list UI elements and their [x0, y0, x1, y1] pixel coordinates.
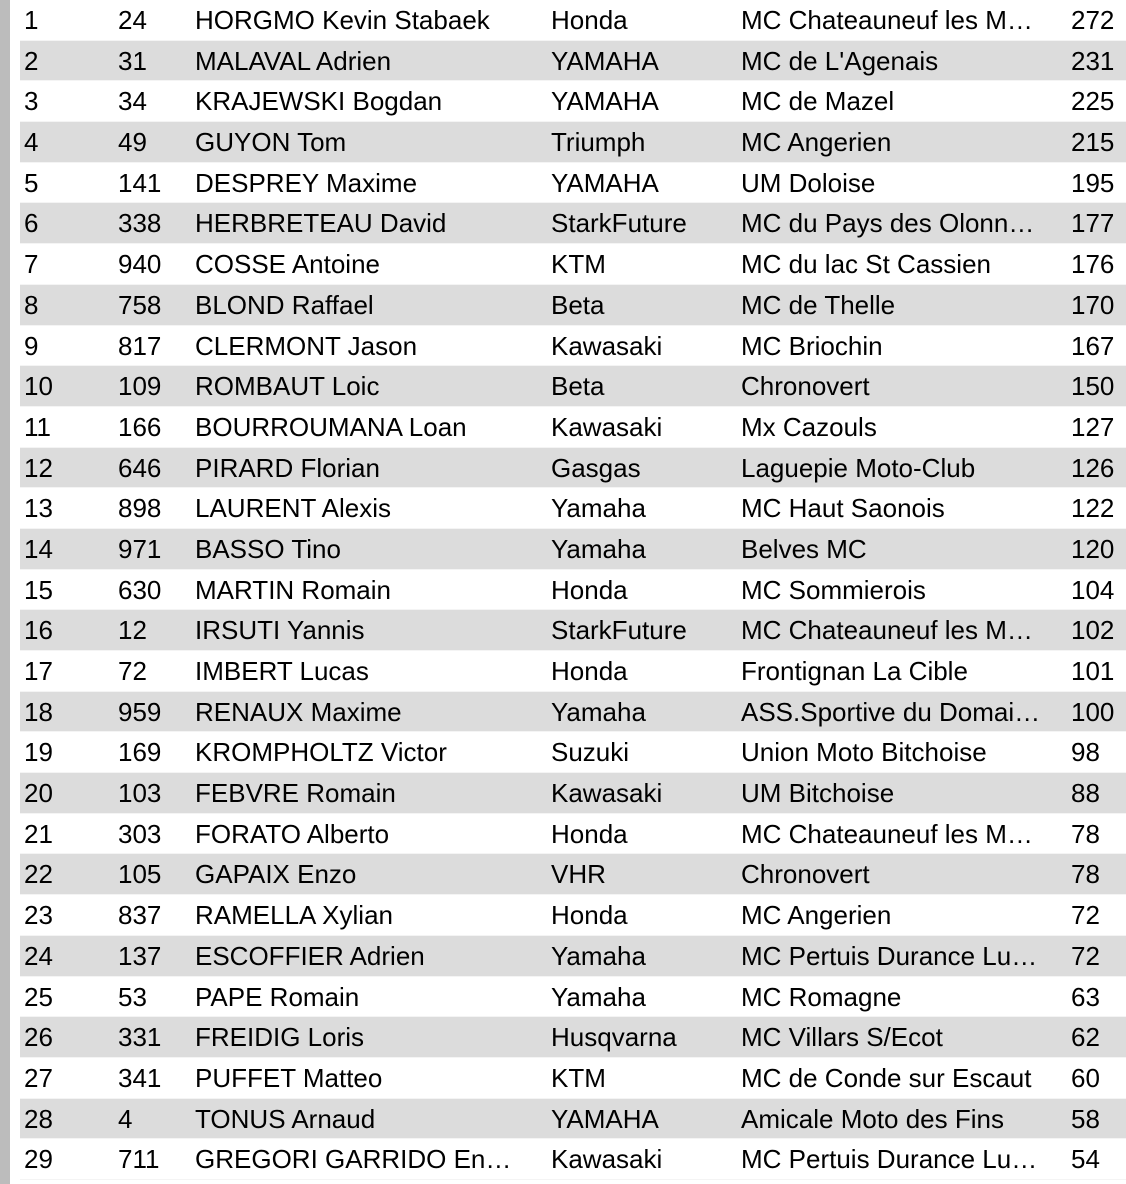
club-cell: MC Chateauneuf les M…: [741, 615, 1033, 646]
motorcycle-make-cell: Kawasaki: [551, 1144, 663, 1175]
table-row: [20, 895, 1126, 936]
motorcycle-make-cell: Triumph: [551, 127, 646, 158]
motorcycle-make-cell: Kawasaki: [551, 330, 663, 361]
points-cell: 104: [1071, 574, 1115, 605]
rider-number-cell: 817: [118, 330, 162, 361]
rider-name-cell: BASSO Tino: [195, 533, 341, 564]
motorcycle-make-cell: StarkFuture: [551, 208, 687, 239]
rider-name-cell: PUFFET Matteo: [195, 1062, 383, 1093]
table-row: [20, 366, 1126, 407]
points-cell: 150: [1071, 371, 1115, 402]
rider-name-cell: TONUS Arnaud: [195, 1103, 376, 1134]
table-row: [20, 1058, 1126, 1099]
rank-cell: 29: [24, 1144, 53, 1175]
motorcycle-make-cell: Kawasaki: [551, 778, 663, 809]
rank-cell: 9: [24, 330, 39, 361]
rank-cell: 1: [24, 5, 39, 35]
rider-name-cell: FEBVRE Romain: [195, 778, 396, 809]
rider-number-cell: 338: [118, 208, 162, 239]
points-cell: 54: [1071, 1144, 1100, 1175]
club-cell: MC Romagne: [741, 981, 902, 1012]
rider-number-cell: 940: [118, 249, 162, 280]
table-row: [20, 81, 1126, 122]
rider-number-cell: 898: [118, 493, 162, 524]
rider-name-cell: FORATO Alberto: [195, 818, 390, 849]
club-cell: MC Pertuis Durance Lu…: [741, 1144, 1038, 1175]
club-cell: Frontignan La Cible: [741, 656, 968, 686]
rider-name-cell: MARTIN Romain: [195, 574, 392, 605]
rider-number-cell: 34: [118, 86, 147, 117]
rider-name-cell: KROMPHOLTZ Victor: [195, 737, 447, 768]
points-cell: 102: [1071, 615, 1115, 646]
motorcycle-make-cell: Gasgas: [551, 452, 641, 483]
rank-cell: 12: [24, 452, 53, 483]
club-cell: MC Haut Saonois: [741, 493, 945, 524]
points-cell: 60: [1071, 1062, 1100, 1093]
rank-cell: 20: [24, 778, 53, 809]
table-row: [20, 529, 1126, 570]
table-row: [20, 936, 1126, 977]
rank-cell: 13: [24, 493, 53, 524]
table-row: [20, 1017, 1126, 1058]
rider-name-cell: PAPE Romain: [195, 981, 360, 1012]
table-row: [20, 285, 1126, 326]
table-row: [20, 244, 1126, 285]
points-cell: 177: [1071, 208, 1115, 239]
rider-name-cell: LAURENT Alexis: [195, 493, 392, 524]
rider-number-cell: 630: [118, 574, 162, 605]
club-cell: Chronovert: [741, 859, 870, 890]
points-cell: 101: [1071, 656, 1115, 686]
rider-number-cell: 331: [118, 1022, 162, 1053]
rank-cell: 10: [24, 371, 53, 402]
club-cell: MC Chateauneuf les M…: [741, 5, 1033, 35]
points-cell: 195: [1071, 167, 1115, 198]
rider-number-cell: 12: [118, 615, 147, 646]
motorcycle-make-cell: VHR: [551, 859, 606, 890]
rank-cell: 27: [24, 1062, 53, 1093]
rider-number-cell: 169: [118, 737, 162, 768]
club-cell: Laguepie Moto-Club: [741, 452, 976, 483]
points-cell: 215: [1071, 127, 1115, 158]
table-row: [20, 1139, 1126, 1180]
rider-name-cell: GAPAIX Enzo: [195, 859, 357, 890]
motorcycle-make-cell: Suzuki: [551, 737, 630, 768]
rider-number-cell: 303: [118, 818, 162, 849]
rider-number-cell: 72: [118, 656, 147, 686]
table-row: [20, 326, 1126, 367]
rank-cell: 22: [24, 859, 53, 890]
rider-name-cell: COSSE Antoine: [195, 249, 380, 280]
rider-number-cell: 141: [118, 167, 162, 198]
rider-name-cell: HORGMO Kevin Stabaek: [195, 5, 490, 35]
table-row: [20, 854, 1126, 895]
points-cell: 176: [1071, 249, 1115, 280]
points-cell: 126: [1071, 452, 1115, 483]
club-cell: MC Angerien: [741, 127, 892, 158]
club-cell: UM Bitchoise: [741, 778, 895, 809]
motorcycle-make-cell: Beta: [551, 371, 605, 402]
rank-cell: 4: [24, 127, 39, 158]
rider-name-cell: KRAJEWSKI Bogdan: [195, 86, 443, 117]
rank-cell: 15: [24, 574, 53, 605]
rider-number-cell: 341: [118, 1062, 162, 1093]
rider-number-cell: 4: [118, 1103, 133, 1134]
table-row: [20, 41, 1126, 82]
club-cell: MC Angerien: [741, 900, 892, 931]
rider-name-cell: HERBRETEAU David: [195, 208, 447, 239]
club-cell: MC Chateauneuf les M…: [741, 818, 1033, 849]
table-row: [20, 610, 1126, 651]
rider-name-cell: IMBERT Lucas: [195, 656, 369, 686]
club-cell: MC du Pays des Olonn…: [741, 208, 1035, 239]
points-cell: 63: [1071, 981, 1100, 1012]
club-cell: MC Sommierois: [741, 574, 926, 605]
rider-name-cell: RENAUX Maxime: [195, 696, 402, 727]
motorcycle-make-cell: Yamaha: [551, 981, 646, 1012]
rider-number-cell: 646: [118, 452, 162, 483]
rider-number-cell: 49: [118, 127, 147, 158]
points-cell: 78: [1071, 818, 1100, 849]
club-cell: MC de L'Agenais: [741, 45, 939, 76]
table-row: [20, 732, 1126, 773]
points-cell: 167: [1071, 330, 1115, 361]
rider-number-cell: 103: [118, 778, 162, 809]
motorcycle-make-cell: YAMAHA: [551, 167, 659, 198]
rank-cell: 19: [24, 737, 53, 768]
motorcycle-make-cell: Honda: [551, 5, 628, 35]
points-cell: 58: [1071, 1103, 1100, 1134]
club-cell: MC Villars S/Ecot: [741, 1022, 943, 1053]
points-cell: 72: [1071, 940, 1100, 971]
rank-cell: 28: [24, 1103, 53, 1134]
rider-name-cell: IRSUTI Yannis: [195, 615, 365, 646]
motorcycle-make-cell: StarkFuture: [551, 615, 687, 646]
motorcycle-make-cell: Honda: [551, 656, 628, 686]
points-cell: 120: [1071, 533, 1115, 564]
rider-name-cell: MALAVAL Adrien: [195, 45, 392, 76]
points-cell: 78: [1071, 859, 1100, 890]
motorcycle-make-cell: YAMAHA: [551, 45, 659, 76]
table-row: [20, 122, 1126, 163]
table-row: [20, 773, 1126, 814]
rider-number-cell: 109: [118, 371, 162, 402]
standings-table: [20, 0, 1126, 1180]
club-cell: Chronovert: [741, 371, 870, 402]
table-row: [20, 0, 1126, 41]
rider-number-cell: 971: [118, 533, 162, 564]
motorcycle-make-cell: Honda: [551, 574, 628, 605]
points-cell: 127: [1071, 411, 1115, 442]
table-row: [20, 1099, 1126, 1140]
rider-number-cell: 53: [118, 981, 147, 1012]
club-cell: Amicale Moto des Fins: [741, 1103, 1004, 1134]
club-cell: Mx Cazouls: [741, 411, 877, 442]
club-cell: MC de Thelle: [741, 289, 896, 320]
rank-cell: 17: [24, 656, 53, 686]
motorcycle-make-cell: Husqvarna: [551, 1022, 677, 1053]
table-row: [20, 651, 1126, 692]
motorcycle-make-cell: YAMAHA: [551, 86, 659, 117]
points-cell: 170: [1071, 289, 1115, 320]
club-cell: MC de Conde sur Escaut: [741, 1062, 1032, 1093]
rank-cell: 21: [24, 818, 53, 849]
rank-cell: 3: [24, 86, 39, 117]
rider-name-cell: GREGORI GARRIDO En…: [195, 1144, 512, 1175]
rank-cell: 24: [24, 940, 53, 971]
motorcycle-make-cell: Yamaha: [551, 533, 646, 564]
rank-cell: 7: [24, 249, 39, 280]
rank-cell: 23: [24, 900, 53, 931]
motorcycle-make-cell: Yamaha: [551, 940, 646, 971]
rider-name-cell: DESPREY Maxime: [195, 167, 418, 198]
rider-name-cell: FREIDIG Loris: [195, 1022, 365, 1053]
club-cell: ASS.Sportive du Domai…: [741, 696, 1041, 727]
motorcycle-make-cell: Beta: [551, 289, 605, 320]
rider-name-cell: RAMELLA Xylian: [195, 900, 393, 931]
points-cell: 122: [1071, 493, 1115, 524]
motorcycle-make-cell: Honda: [551, 900, 628, 931]
rank-cell: 16: [24, 615, 53, 646]
rank-cell: 14: [24, 533, 53, 564]
rider-name-cell: BOURROUMANA Loan: [195, 411, 467, 442]
rank-cell: 18: [24, 696, 53, 727]
table-row: [20, 163, 1126, 204]
table-row: [20, 488, 1126, 529]
rider-number-cell: 711: [118, 1144, 160, 1175]
points-cell: 72: [1071, 900, 1100, 931]
points-cell: 231: [1071, 45, 1115, 76]
points-cell: 88: [1071, 778, 1100, 809]
rider-name-cell: PIRARD Florian: [195, 452, 380, 483]
rider-name-cell: ESCOFFIER Adrien: [195, 940, 425, 971]
motorcycle-make-cell: KTM: [551, 1062, 606, 1093]
rider-number-cell: 837: [118, 900, 162, 931]
rank-cell: 6: [24, 208, 39, 239]
motorcycle-make-cell: KTM: [551, 249, 606, 280]
club-cell: UM Doloise: [741, 167, 876, 198]
rank-cell: 25: [24, 981, 53, 1012]
rider-name-cell: ROMBAUT Loic: [195, 371, 380, 402]
club-cell: MC Briochin: [741, 330, 883, 361]
club-cell: Belves MC: [741, 533, 867, 564]
club-cell: MC du lac St Cassien: [741, 249, 991, 280]
rank-cell: 5: [24, 167, 39, 198]
rider-name-cell: CLERMONT Jason: [195, 330, 418, 361]
points-cell: 225: [1071, 86, 1115, 117]
motorcycle-make-cell: Yamaha: [551, 696, 646, 727]
motorcycle-make-cell: Kawasaki: [551, 411, 663, 442]
table-row: [20, 814, 1126, 855]
rank-cell: 2: [24, 45, 39, 76]
rank-cell: 26: [24, 1022, 53, 1053]
rider-name-cell: BLOND Raffael: [195, 289, 374, 320]
rider-number-cell: 959: [118, 696, 162, 727]
table-row: [20, 570, 1126, 611]
rider-number-cell: 166: [118, 411, 162, 442]
motorcycle-make-cell: Yamaha: [551, 493, 646, 524]
club-cell: MC de Mazel: [741, 86, 895, 117]
rider-number-cell: 105: [118, 859, 162, 890]
points-cell: 62: [1071, 1022, 1100, 1053]
table-row: [20, 407, 1126, 448]
table-row: [20, 977, 1126, 1018]
points-cell: 98: [1071, 737, 1100, 768]
rider-number-cell: 31: [118, 45, 147, 76]
rank-cell: 8: [24, 289, 39, 320]
motorcycle-make-cell: Honda: [551, 818, 628, 849]
points-cell: 272: [1071, 5, 1115, 35]
rank-cell: 11: [24, 411, 51, 442]
rider-name-cell: GUYON Tom: [195, 127, 347, 158]
rider-number-cell: 24: [118, 5, 147, 35]
table-row: [20, 203, 1126, 244]
rider-number-cell: 137: [118, 940, 162, 971]
points-cell: 100: [1071, 696, 1115, 727]
club-cell: Union Moto Bitchoise: [741, 737, 987, 768]
table-row: [20, 448, 1126, 489]
motorcycle-make-cell: YAMAHA: [551, 1103, 659, 1134]
rider-number-cell: 758: [118, 289, 162, 320]
club-cell: MC Pertuis Durance Lu…: [741, 940, 1038, 971]
table-row: [20, 692, 1126, 733]
